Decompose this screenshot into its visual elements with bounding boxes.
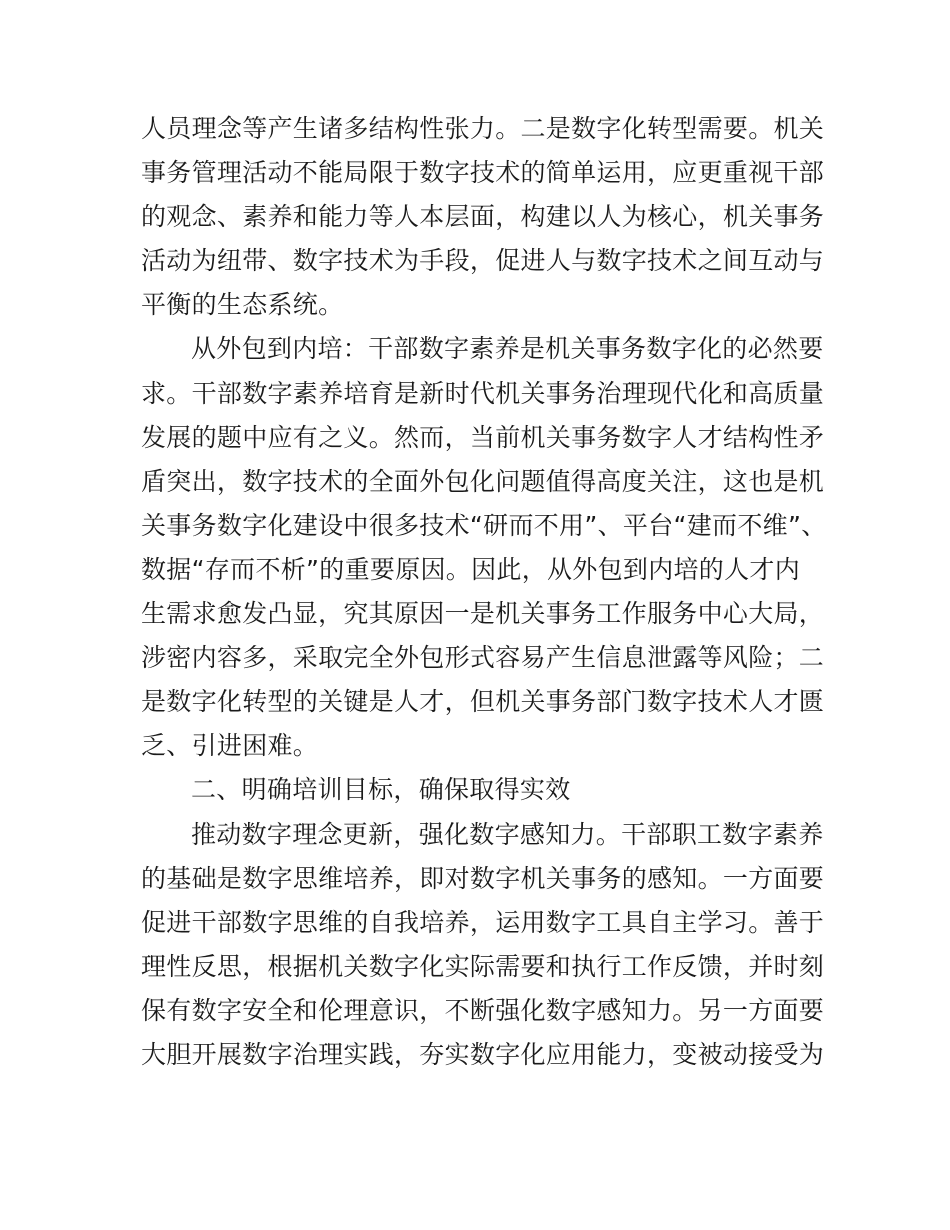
- paragraph-line: 理性反思，根据机关数字化实际需要和执行工作反馈，并时刻: [141, 951, 825, 981]
- paragraph-first-line: 从外包到内培：干部数字素养是机关事务数字化的必然要: [191, 334, 824, 364]
- paragraph-line: 大胆开展数字治理实践，夯实数字化应用能力，变被动接受为: [141, 1039, 825, 1069]
- paragraph-line: 求。干部数字素养培育是新时代机关事务治理现代化和高质量: [141, 378, 825, 408]
- paragraph-line: 平衡的生态系统。: [141, 290, 344, 320]
- paragraph-line: 是数字化转型的关键是人才，但机关事务部门数字技术人才匮: [141, 687, 825, 717]
- paragraph-first-line: 推动数字理念更新，强化数字感知力。干部职工数字素养: [191, 819, 824, 849]
- paragraph-line: 涉密内容多，采取完全外包形式容易产生信息泄露等风险；二: [141, 643, 825, 673]
- paragraph-line: 的基础是数字思维培养，即对数字机关事务的感知。一方面要: [141, 863, 825, 893]
- paragraph-line: 发展的题中应有之义。然而，当前机关事务数字人才结构性矛: [141, 422, 825, 452]
- paragraph-line: 数据“存而不析”的重要原因。因此，从外包到内培的人才内: [141, 554, 801, 584]
- paragraph-line: 人员理念等产生诸多结构性张力。二是数字化转型需要。机关: [141, 114, 825, 143]
- paragraph-line: 的观念、素养和能力等人本层面，构建以人为核心，机关事务: [141, 202, 825, 232]
- paragraph-line: 盾突出，数字技术的全面外包化问题值得高度关注，这也是机: [141, 466, 825, 496]
- paragraph-line: 事务管理活动不能局限于数字技术的简单运用，应更重视干部: [141, 158, 825, 188]
- paragraph-line: 活动为纽带、数字技术为手段，促进人与数字技术之间互动与: [141, 246, 825, 276]
- paragraph-line: 关事务数字化建设中很多技术“研而不用”、平台“建而不维”、: [141, 510, 827, 540]
- paragraph-line: 促进干部数字思维的自我培养，运用数字工具自主学习。善于: [141, 907, 825, 937]
- section-heading: 二、明确培训目标，确保取得实效: [191, 775, 571, 805]
- paragraph-line: 乏、引进困难。: [141, 731, 319, 761]
- paragraph-line: 生需求愈发凸显，究其原因一是机关事务工作服务中心大局，: [141, 599, 825, 629]
- document-body: [141, 107, 827, 1077]
- paragraph-line: 保有数字安全和伦理意识，不断强化数字感知力。另一方面要: [141, 995, 825, 1025]
